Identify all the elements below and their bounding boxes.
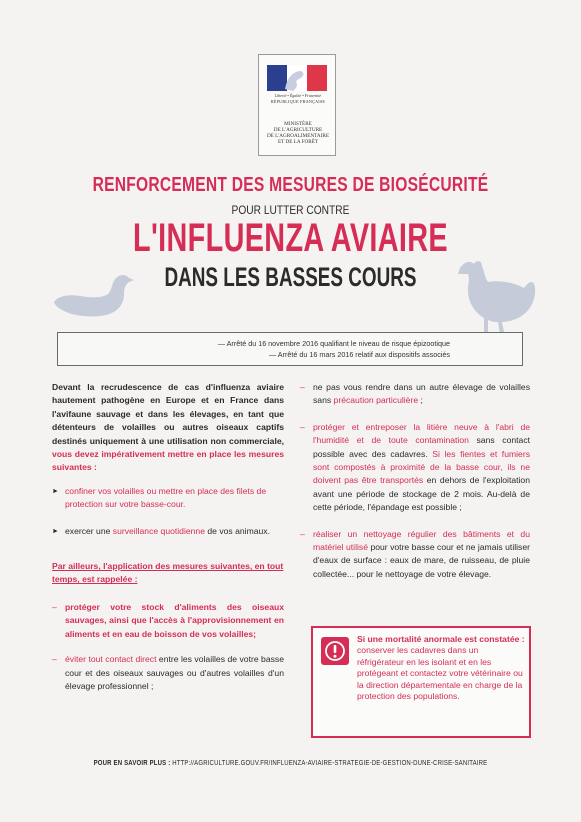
title-backyards: DANS LES BASSES COURS [164, 262, 417, 292]
list-item: – protéger votre stock d'aliments des oiseaux sauvages, ainsi que l'accès à l'approvisionnement en aliments et en eau de boisson de vos volailles; [52, 601, 284, 639]
footer-more-info: POUR EN SAVOIR PLUS : HTTP://AGRICULTURE.GOUV.FR/INFLUENZA-AVIAIRE-STRATEGIE-DE-GESTION-DUNE-CRISE-SANITAIRE [93, 760, 488, 767]
dash-bullet-icon: – [300, 382, 305, 392]
marianne-logo-icon [267, 65, 327, 91]
arrow-bullet-icon: ► [52, 487, 59, 495]
left-column [52, 381, 284, 693]
republic-name: RÉPUBLIQUE FRANÇAISE [270, 99, 326, 104]
list-item: – réaliser un nettoyage régulier des bâtiments et du matériel utilisé pour votre basse cour et ne jamais utiliser d'eaux de surface : eaux de mare, de ruisseau, de pluie collectée... pour le nettoyage de votre élevage. [300, 528, 530, 579]
list-item: – ne pas vous rendre dans un autre élevage de volailles sans précaution particulière ; [300, 382, 530, 406]
hen-icon [454, 258, 536, 338]
title-avian-influenza: L'INFLUENZA AVIAIRE [132, 216, 448, 260]
reminder-heading: Par ailleurs, l'application des mesures suivantes, en tout temps, est rappelée : [52, 561, 284, 585]
footer-link[interactable]: HTTP://AGRICULTURE.GOUV.FR/INFLUENZA-AVIAIRE-STRATEGIE-DE-GESTION-DUNE-CRISE-SANITAIRE [170, 760, 488, 767]
list-item: – protéger et entreposer la litière neuve à l'abri de l'humidité et de toute contamination sans contact possible avec des cadavres. Si les fientes et fumiers sont compostés à proximité de la basse cour, ils ne doivent pas être transportés en dehors de l'exploitation avant une période de stockage de 2 mois. Au-delà de cette période, l'épandage est possible ; [300, 421, 530, 513]
list-item: – éviter tout contact direct entre les volailles de votre basse cour et des oiseaux sauvages ou d'autres volailles d'un élevage professionnel ; [52, 654, 284, 691]
alert-text: Si une mortalité anormale est constatée : conserver les cadavres dans un réfrigérateur en les isolant et en les protégeant et contactez votre vétérinaire ou la direction départementale en charge de la protection des populations. [357, 634, 525, 702]
right-column [300, 381, 530, 581]
dash-bullet-icon: – [52, 601, 57, 612]
mortality-alert-box [311, 626, 531, 738]
dash-bullet-icon: – [300, 421, 305, 432]
intro-paragraph: Devant la recrudescence de cas d'influenza aviaire hautement pathogène en Europe et en France dans l'avifaune sauvage et dans les élevages, en tant que détenteurs de volailles ou autres oiseaux captifs destinés uniquement à une utilisation non commerciale, vous devez impérativement mettre en place les mesures suivantes : [52, 382, 284, 473]
decree-line: — Arrêté du 16 novembre 2016 qualifiant le niveau de risque épizootique [217, 339, 450, 348]
dash-bullet-icon: – [300, 528, 305, 539]
duck-icon [52, 272, 134, 318]
republic-motto: Liberté • Égalité • Fraternité [274, 93, 322, 98]
ministry-logo [258, 54, 336, 156]
ministry-name: MINISTÈRE DE L'AGRICULTURE DE L'AGROALIMENTAIRE ET DE LA FORÊT [266, 121, 330, 145]
title-reinforcement: RENFORCEMENT DES MESURES DE BIOSÉCURITÉ [92, 174, 489, 196]
decree-box [57, 332, 523, 366]
decree-line: — Arrêté du 16 mars 2016 relatif aux dispositifs associés [269, 350, 450, 359]
list-item: ► exercer une surveillance quotidienne de vos animaux. [52, 525, 284, 538]
arrow-bullet-icon: ► [52, 527, 59, 535]
exclamation-icon [321, 637, 349, 665]
title-fight: POUR LUTTER CONTRE [231, 203, 350, 217]
list-item: ► confiner vos volailles ou mettre en place des filets de protection sur votre basse-cour. [52, 485, 267, 510]
dash-bullet-icon: – [52, 654, 57, 665]
